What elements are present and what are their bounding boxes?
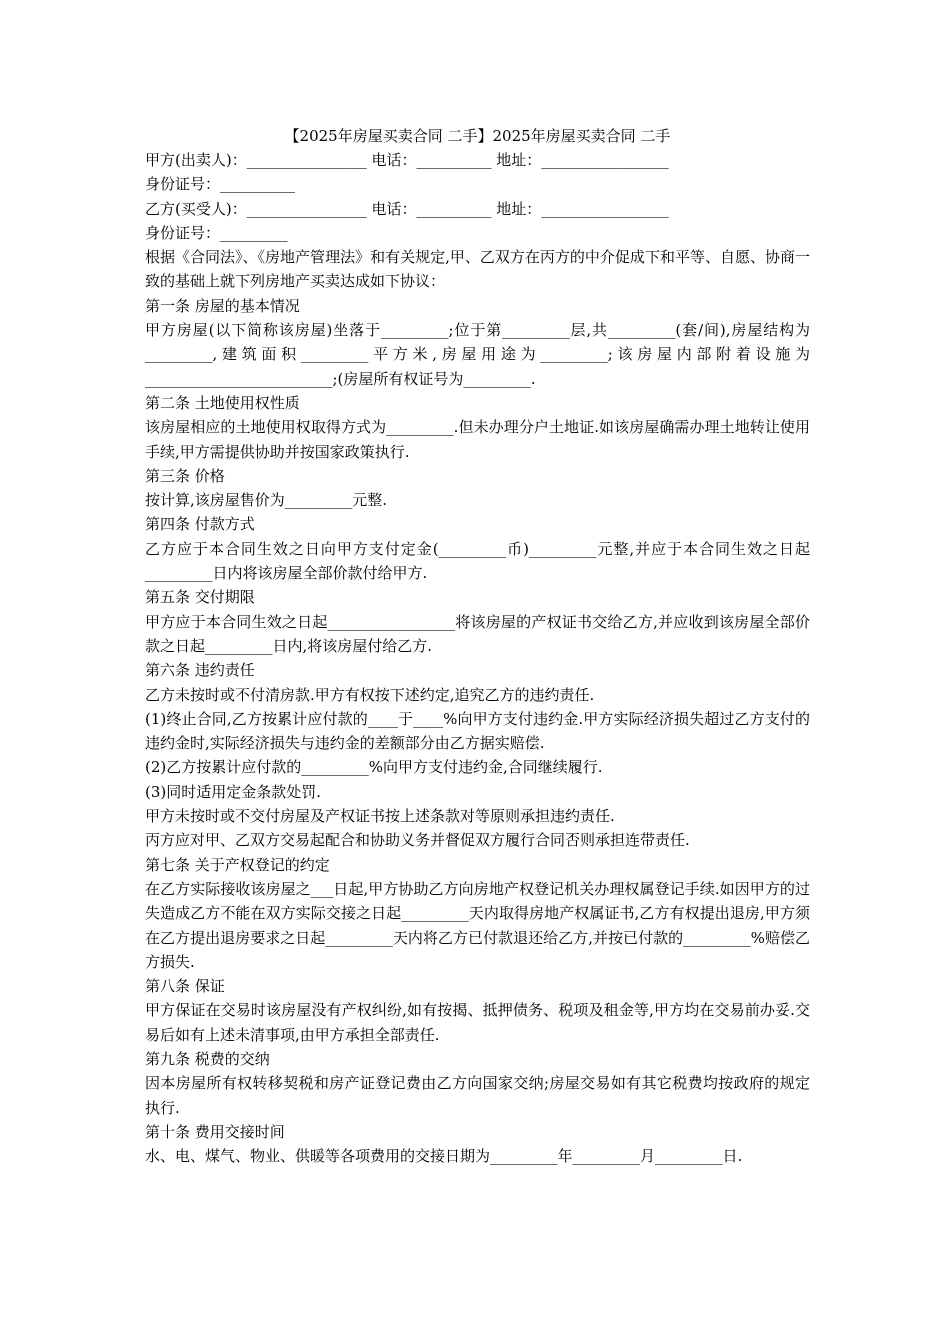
party-b-id: 身份证号：_________ bbox=[145, 223, 288, 242]
article-6-item-3: (3)同时适用定金条款处罚. bbox=[145, 782, 322, 801]
party-a-info: 甲方(出卖人)：________________ 电话：__________ 地址：_________________ bbox=[145, 151, 669, 169]
party-a-id: 身份证号：__________ bbox=[145, 175, 296, 194]
article-6-intro: 乙方未按时或不付清房款.甲方有权按下述约定,追究乙方的违约责任. bbox=[145, 685, 595, 704]
article-5-body: 甲方应于本合同生效之日起_________________将该房屋的产权证书交给乙方,并应收到该房屋全部价款之日起_________日内,将该房屋付给乙方. bbox=[145, 612, 810, 655]
article-6-item-1: (1)终止合同,乙方按累计应付款的____于____%向甲方支付违约金.甲方实际经济损失超过乙方支付的违约金时,实际经济损失与违约金的差额部分由乙方据实赔偿. bbox=[145, 709, 810, 753]
article-6-party-a: 甲方未按时或不交付房屋及产权证书按上述条款对等原则承担违约责任. bbox=[145, 807, 615, 826]
article-5-heading: 第五条 交付期限 bbox=[145, 588, 255, 607]
article-1-body: 甲方房屋(以下简称该房屋)坐落于_________;位于第_________层,共_________(套/间),房屋结构为_________,建筑面积_________平方米,房屋用途为_________;该房屋内部附着设施为_________________________;(房屋所有权证号为_________. bbox=[145, 321, 810, 388]
article-7-heading: 第七条 关于产权登记的约定 bbox=[145, 855, 330, 874]
article-6-item-2: (2)乙方按累计应付款的_________%向甲方支付违约金,合同继续履行. bbox=[145, 758, 603, 777]
article-10-body: 水、电、煤气、物业、供暖等各项费用的交接日期为_________年_________月_________日. bbox=[145, 1147, 743, 1166]
article-10-heading: 第十条 费用交接时间 bbox=[145, 1122, 285, 1141]
article-8-heading: 第八条 保证 bbox=[145, 977, 225, 996]
article-3-heading: 第三条 价格 bbox=[145, 466, 225, 485]
article-7-body: 在乙方实际接收该房屋之___日起,甲方协助乙方向房地产权登记机关办理权属登记手续.如因甲方的过失造成乙方不能在双方实际交接之日起_________天内取得房地产权属证书,乙方有权提出退房,甲方须在乙方提出退房要求之日起_________天内将乙方已付款退还给乙方,并按已付款的_________%赔偿乙方损失. bbox=[145, 879, 810, 971]
preamble: 根据《合同法》、《房地产管理法》和有关规定,甲、乙双方在丙方的中介促成下和平等、自愿、协商一致的基础上就下列房地产买卖达成如下协议： bbox=[145, 248, 810, 291]
contract-page bbox=[145, 124, 810, 1168]
document-title: 【2025年房屋买卖合同 二手】2025年房屋买卖合同 二手 bbox=[284, 127, 671, 145]
article-6-heading: 第六条 违约责任 bbox=[145, 661, 255, 680]
article-9-body: 因本房屋所有权转移契税和房产证登记费由乙方向国家交纳;房屋交易如有其它税费均按政府的规定执行. bbox=[145, 1074, 810, 1117]
article-8-body: 甲方保证在交易时该房屋没有产权纠纷,如有按揭、抵押债务、税项及租金等,甲方均在交易前办妥.交易后如有上述未清事项,由甲方承担全部责任. bbox=[145, 1001, 810, 1044]
article-2-heading: 第二条 土地使用权性质 bbox=[145, 393, 300, 412]
article-3-body: 按计算,该房屋售价为_________元整. bbox=[145, 491, 388, 510]
article-4-heading: 第四条 付款方式 bbox=[145, 515, 255, 534]
article-1-heading: 第一条 房屋的基本情况 bbox=[145, 296, 300, 315]
article-4-body: 乙方应于本合同生效之日向甲方支付定金(_________币)_________元整,并应于本合同生效之日起_________日内将该房屋全部价款付给甲方. bbox=[145, 539, 810, 583]
party-b-info: 乙方(买受人)：________________ 电话：__________ 地址：_________________ bbox=[145, 199, 669, 218]
article-9-heading: 第九条 税费的交纳 bbox=[145, 1049, 270, 1068]
article-6-party-c: 丙方应对甲、乙双方交易起配合和协助义务并督促双方履行合同否则承担连带责任. bbox=[145, 831, 690, 850]
article-2-body: 该房屋相应的土地使用权取得方式为_________.但未办理分户土地证.如该房屋确需办理土地转让使用手续,甲方需提供协助并按国家政策执行. bbox=[145, 418, 810, 461]
